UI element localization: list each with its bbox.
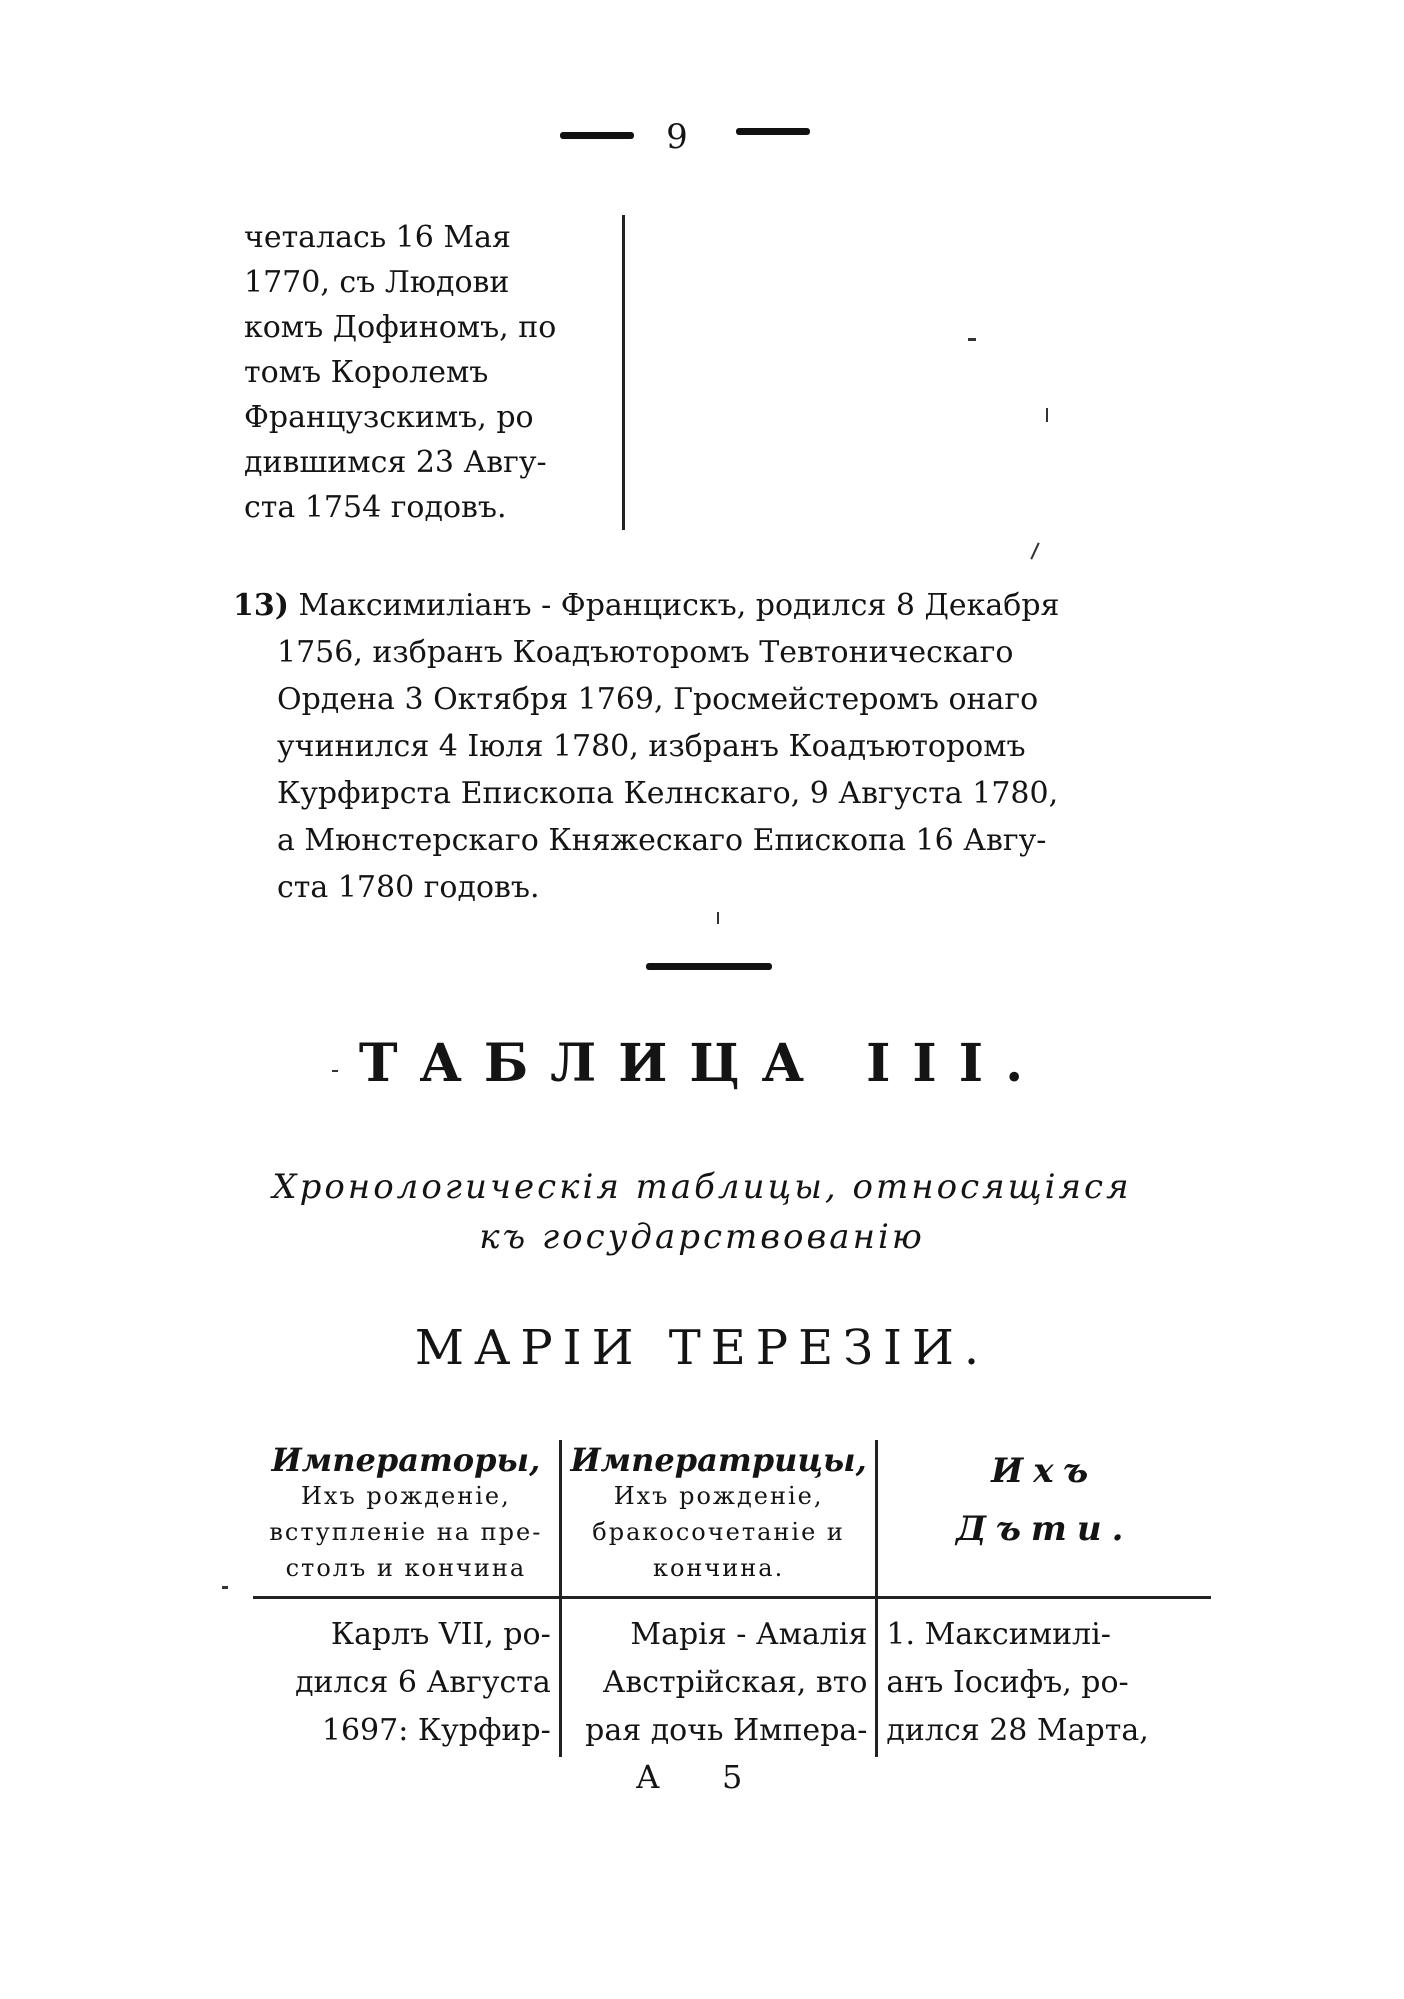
continuation-line: томъ Королемъ [244, 355, 489, 390]
column-subtitle: Ихъ рожденіе, [613, 1482, 824, 1510]
cell-line: анъ Іосифъ, ро- [886, 1665, 1129, 1700]
table-row [253, 1598, 1211, 1758]
entry-line: учинился 4 Іюля 1780, избранъ Коадъюторомъ [277, 729, 1026, 764]
scan-speck [1030, 542, 1039, 559]
column-subtitle: столъ и кончина [285, 1554, 527, 1582]
cell-line: Марія - Амалія [630, 1617, 868, 1652]
cell-line: дился 28 Марта, [886, 1713, 1149, 1748]
entry-text: Максимиліанъ - Францискъ, родился 8 Декабря [298, 588, 1060, 623]
column-header-emperors [253, 1440, 560, 1598]
table-cell [877, 1598, 1211, 1758]
column-subtitle: бракосочетаніе и [592, 1518, 845, 1546]
scan-speck [968, 338, 976, 341]
entry-line [233, 582, 1183, 629]
reign-title: МАРІИ ТЕРЕЗІИ. [414, 1320, 990, 1376]
cell-line: Австрійская, вто [602, 1665, 868, 1700]
entry-line: ста 1780 годовъ. [277, 870, 540, 905]
scan-speck [222, 1586, 228, 1589]
genealogy-entry [233, 582, 1183, 911]
table-cell [560, 1598, 877, 1758]
entry-line: а Мюнстерскаго Княжескаго Епископа 16 Авгу- [277, 823, 1047, 858]
table-cell [253, 1598, 560, 1758]
entry-line: Курфирста Епископа Келнскаго, 9 Августа 1780, [277, 776, 1059, 811]
continuation-line: четалась 16 Мая [244, 220, 511, 255]
cell-line: 1. Максимилі- [886, 1617, 1111, 1652]
page-header [0, 112, 1404, 162]
entry-line: 1756, избранъ Коадъюторомъ Тевтоническаго [277, 635, 1014, 670]
column-subtitle: кончина. [652, 1554, 785, 1582]
column-subtitle: вступленіе на пре- [269, 1518, 543, 1546]
chronology-table [253, 1440, 1211, 1757]
column-title: Императрицы, [570, 1441, 867, 1479]
entry-line: Ордена 3 Октября 1769, Гросмейстеромъ онаго [277, 682, 1039, 717]
section-subtitle [0, 1162, 1404, 1262]
column-header-empresses [560, 1440, 877, 1598]
continuation-line: ста 1754 годовъ. [244, 490, 507, 525]
scan-speck [332, 1070, 338, 1072]
subtitle-line: Хронологическія таблицы, относящіяся [272, 1167, 1132, 1207]
scan-speck [717, 912, 719, 924]
subtitle-line: къ государствованію [479, 1217, 925, 1257]
column-title: Дъти. [955, 1509, 1134, 1549]
section-title: ТАБЛИЦА III. [358, 1033, 1046, 1094]
cell-line: рая дочь Импера- [585, 1713, 868, 1748]
cell-line: Карлъ VII, ро- [330, 1617, 551, 1652]
scan-speck [1046, 408, 1048, 422]
continuation-line: комъ Дофиномъ, по [244, 310, 557, 345]
signature-mark: А 5 [635, 1758, 769, 1796]
column-title: Императоры, [271, 1441, 541, 1479]
header-rule-right [736, 128, 810, 135]
table-header-row [253, 1440, 1211, 1598]
column-title: Ихъ [991, 1451, 1099, 1491]
continuation-line: дившимся 23 Авгу- [244, 445, 547, 480]
cell-line: 1697: Курфир- [321, 1713, 551, 1748]
continuation-column [244, 215, 625, 530]
continuation-line: Французскимъ, ро [244, 400, 534, 435]
continuation-line: 1770, съ Людови [244, 265, 510, 300]
entry-number: 13) [233, 588, 289, 623]
column-header-children [877, 1440, 1211, 1598]
column-subtitle: Ихъ рожденіе, [301, 1482, 511, 1510]
cell-line: дился 6 Августа [295, 1665, 551, 1700]
page-number: 9 [666, 117, 688, 157]
header-rule-left [560, 132, 634, 139]
section-divider [646, 963, 772, 970]
